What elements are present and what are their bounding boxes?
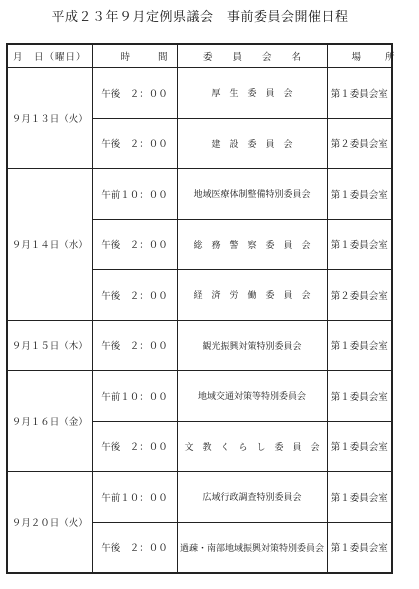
committee-cell: 文 教 く ら し 委 員 会 bbox=[177, 421, 327, 472]
committee-cell: 総 務 警 察 委 員 会 bbox=[177, 219, 327, 270]
place-cell: 第１委員会室 bbox=[327, 522, 392, 573]
place-cell: 第２委員会室 bbox=[327, 270, 392, 321]
committee-cell: 過疎・南部地域振興対策特別委員会 bbox=[177, 522, 327, 573]
time-cell: 午後 ２：００ bbox=[92, 270, 177, 321]
table-row bbox=[7, 320, 392, 371]
time-cell: 午後 ２：００ bbox=[92, 522, 177, 573]
header-time: 時間 bbox=[92, 44, 177, 68]
table-row bbox=[7, 68, 392, 119]
committee-cell: 建 設 委 員 会 bbox=[177, 118, 327, 169]
place-cell: 第１委員会室 bbox=[327, 421, 392, 472]
date-cell: ９月１３日（火） bbox=[7, 68, 92, 169]
date-cell: ９月１６日（金） bbox=[7, 371, 92, 472]
place-cell: 第１委員会室 bbox=[327, 169, 392, 220]
time-cell: 午後 ２：００ bbox=[92, 421, 177, 472]
time-cell: 午後 ２：００ bbox=[92, 118, 177, 169]
page-title: 平成２３年９月定例県議会 事前委員会開催日程 bbox=[51, 10, 349, 25]
time-cell: 午後 ２：００ bbox=[92, 68, 177, 119]
header-committee: 委員会名 bbox=[177, 44, 327, 68]
committee-cell: 経 済 労 働 委 員 会 bbox=[177, 270, 327, 321]
time-cell: 午前１０：００ bbox=[92, 169, 177, 220]
header-place: 場所 bbox=[327, 44, 392, 68]
committee-cell: 厚 生 委 員 会 bbox=[177, 68, 327, 119]
place-cell: 第１委員会室 bbox=[327, 371, 392, 422]
committee-cell: 地域医療体制整備特別委員会 bbox=[177, 169, 327, 220]
committee-cell: 観光振興対策特別委員会 bbox=[177, 320, 327, 371]
place-cell: 第１委員会室 bbox=[327, 320, 392, 371]
time-cell: 午後 ２：００ bbox=[92, 320, 177, 371]
committee-cell: 広域行政調査特別委員会 bbox=[177, 472, 327, 523]
place-cell: 第１委員会室 bbox=[327, 472, 392, 523]
time-cell: 午前１０：００ bbox=[92, 472, 177, 523]
date-cell: ９月１４日（水） bbox=[7, 169, 92, 321]
time-cell: 午後 ２：００ bbox=[92, 219, 177, 270]
place-cell: 第１委員会室 bbox=[327, 219, 392, 270]
table-row bbox=[7, 472, 392, 523]
date-cell: ９月１５日（木） bbox=[7, 320, 92, 371]
committee-cell: 地域交通対策等特別委員会 bbox=[177, 371, 327, 422]
time-cell: 午前１０：００ bbox=[92, 371, 177, 422]
place-cell: 第２委員会室 bbox=[327, 118, 392, 169]
schedule-table bbox=[6, 43, 419, 574]
place-cell: 第１委員会室 bbox=[327, 68, 392, 119]
header-row bbox=[7, 44, 392, 68]
table-row bbox=[7, 371, 392, 422]
date-cell: ９月２０日（火） bbox=[7, 472, 92, 574]
header-date: 月 日（曜日） bbox=[7, 44, 92, 68]
table-row bbox=[7, 169, 392, 220]
